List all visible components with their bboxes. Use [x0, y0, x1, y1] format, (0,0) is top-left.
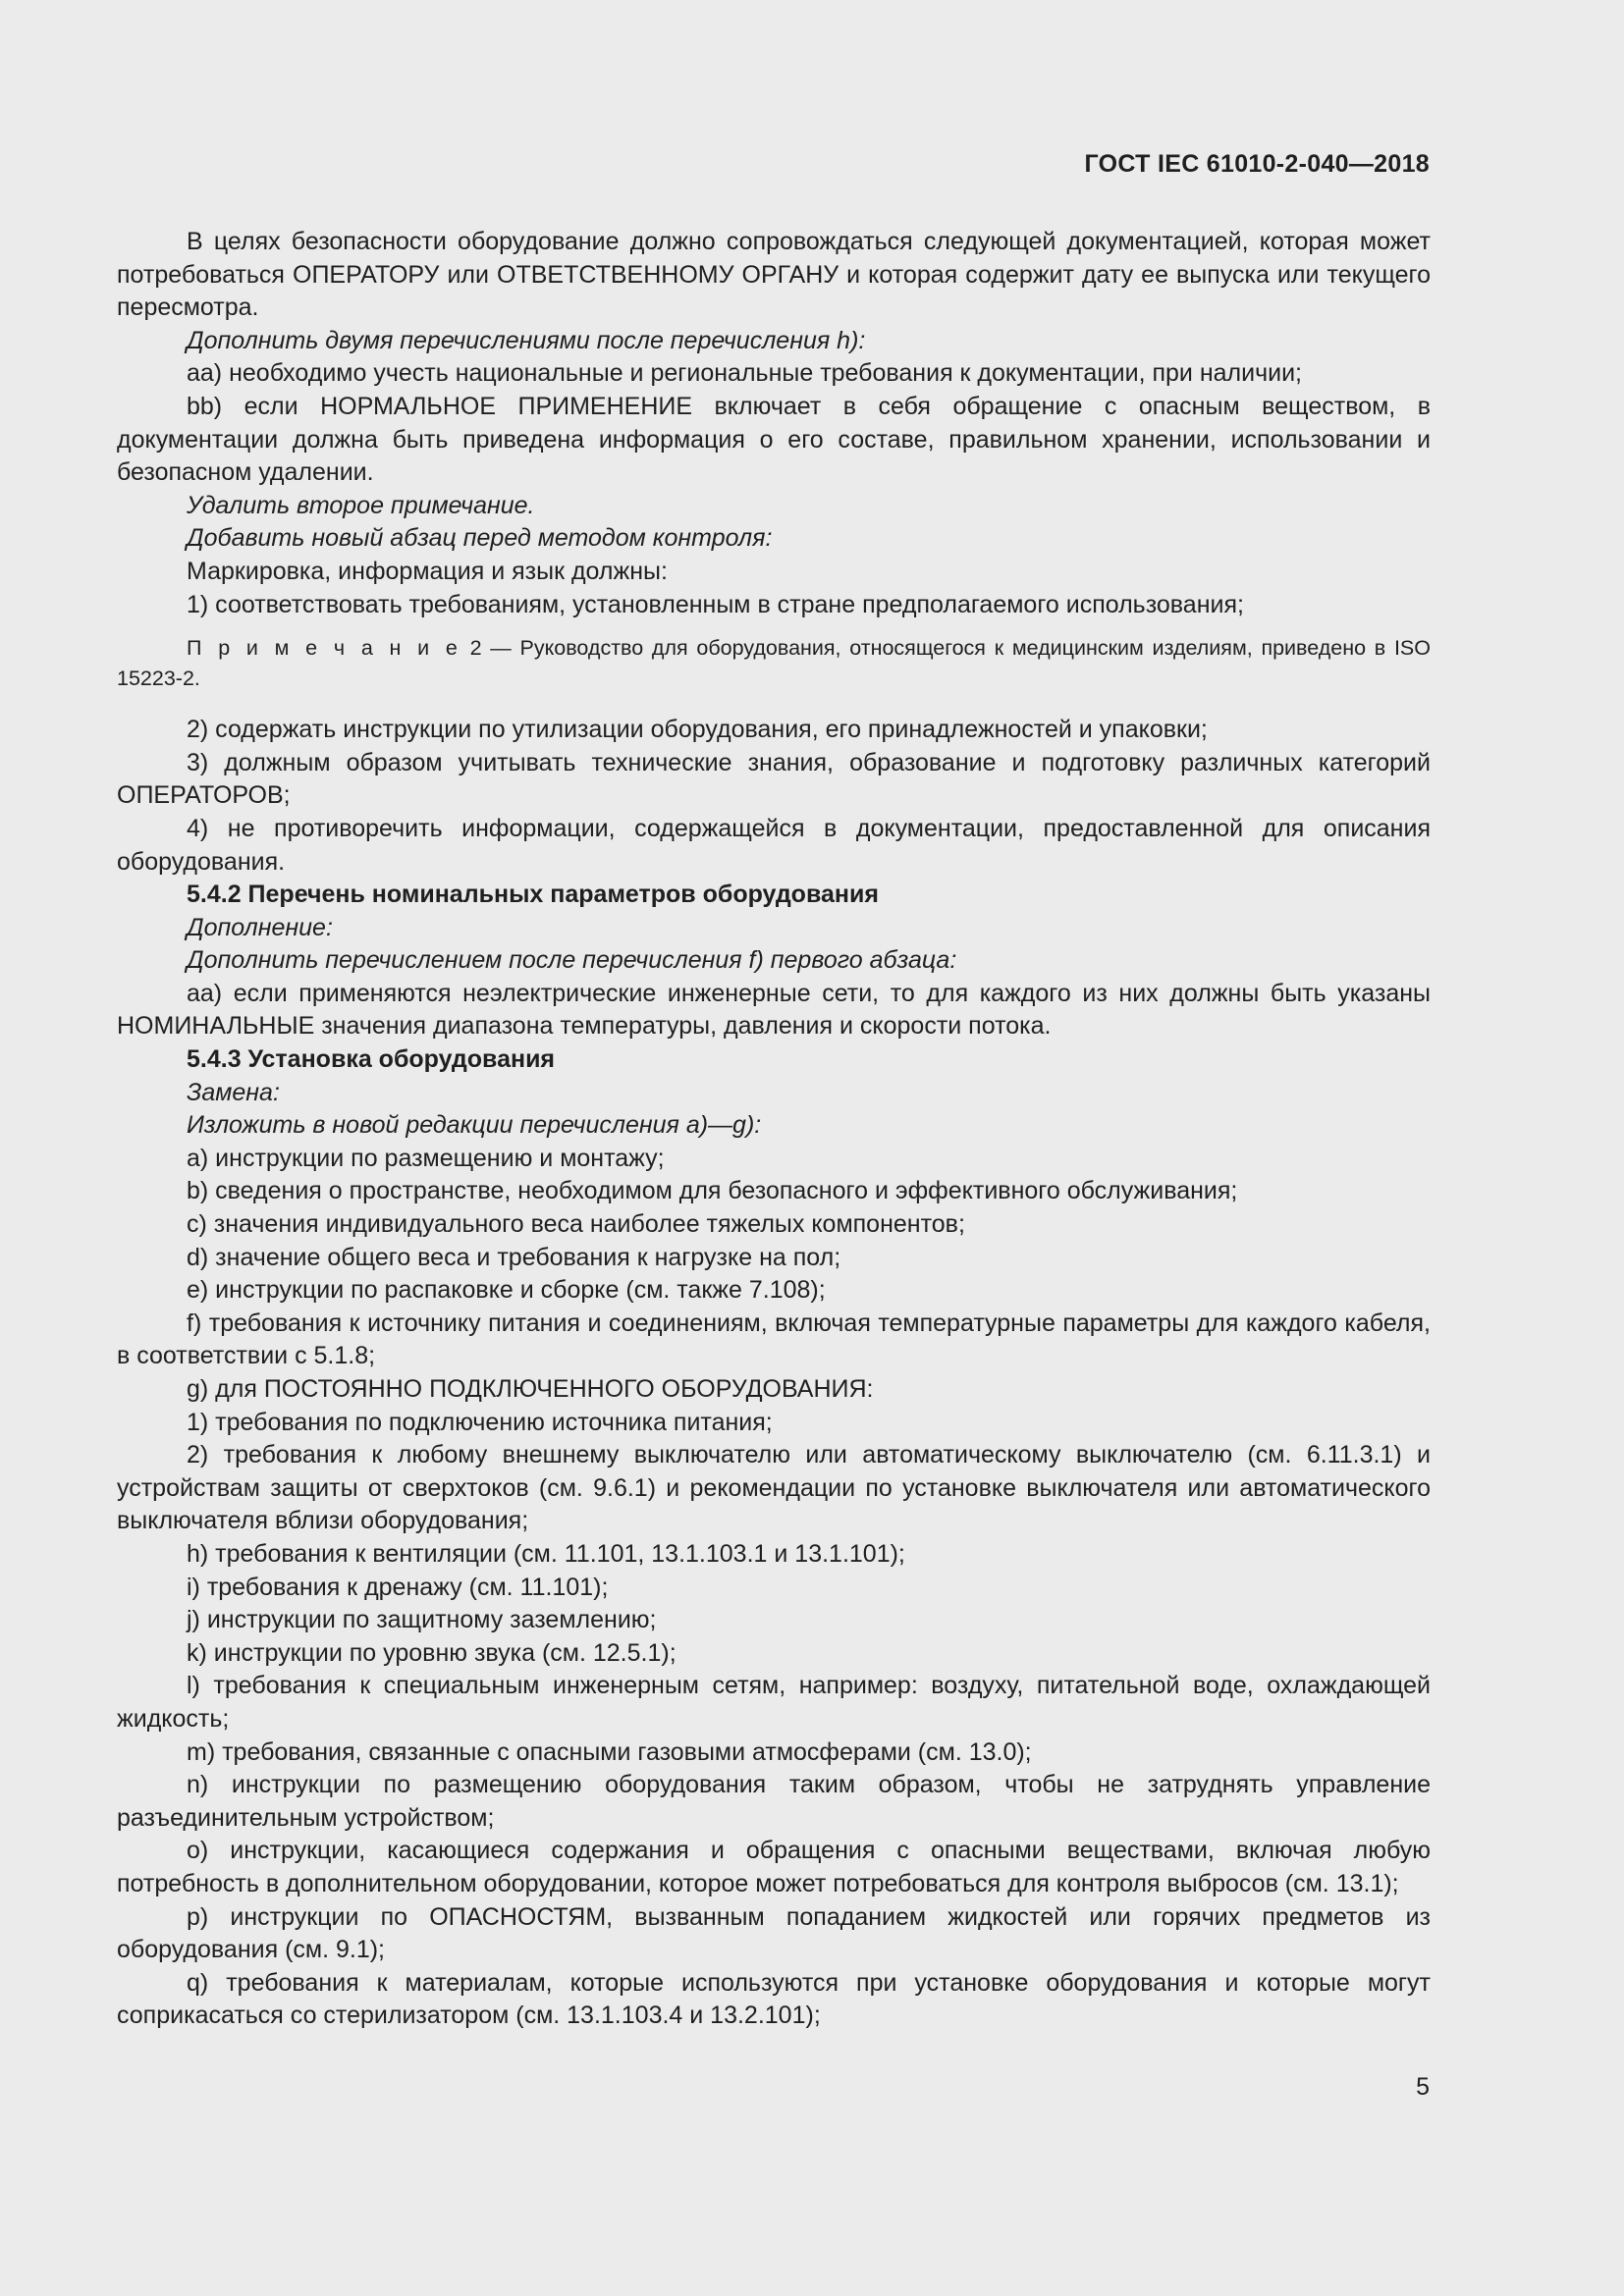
list-item: q) требования к материалам, которые используются при установке оборудования и которые могут соприкасаться со стерилизатором (см. 13.1.103.4 и 13.2.101); [117, 1968, 1431, 2030]
list-item: o) инструкции, касающиеся содержания и обращения с опасными веществами, включая любую потребность в дополнительном оборудовании, которое может потребоваться для контроля выбросов (см. 13.1); [117, 1837, 1431, 1897]
paragraph: Маркировка, информация и язык должны: [187, 557, 668, 585]
list-item: n) инструкции по размещению оборудования таким образом, чтобы не затруднять управление разъединительным устройством; [117, 1771, 1431, 1832]
list-item: d) значение общего веса и требования к нагрузке на пол; [187, 1243, 841, 1271]
instruction-paragraph: Дополнить двумя перечислениями после перечисления h): [187, 326, 866, 354]
section-heading: 5.4.2 Перечень номинальных параметров оборудования [187, 881, 879, 909]
instruction-paragraph: Дополнение: [187, 913, 333, 941]
list-item: p) инструкции по ОПАСНОСТЯМ, вызванным попаданием жидкостей или горячих предметов из оборудования (см. 9.1); [117, 1902, 1431, 1964]
list-item: h) требования к вентиляции (см. 11.101, 13.1.103.1 и 13.1.101); [187, 1539, 905, 1568]
list-item: g) для ПОСТОЯННО ПОДКЛЮЧЕННОГО ОБОРУДОВАНИЯ: [187, 1375, 874, 1403]
list-item: j) инструкции по защитному заземлению; [187, 1606, 657, 1634]
instruction-paragraph: Удалить второе примечание. [187, 491, 535, 519]
instruction-paragraph: Замена: [187, 1078, 280, 1106]
note-label: П р и м е ч а н и е [187, 636, 461, 661]
list-item: аа) если применяются неэлектрические инженерные сети, то для каждого из них должны быть указаны НОМИНАЛЬНЫЕ значения диапазона температуры, давления и скорости потока. [117, 979, 1431, 1041]
instruction-paragraph: Добавить новый абзац перед методом контроля: [187, 524, 773, 553]
list-item: m) требования, связанные с опасными газовыми атмосферами (см. 13.0); [187, 1737, 1032, 1766]
list-item: 2) содержать инструкции по утилизации оборудования, его принадлежностей и упаковки; [187, 716, 1208, 744]
list-item: bb) если НОРМАЛЬНОЕ ПРИМЕНЕНИЕ включает в себя обращение с опасным веществом, в документации должна быть приведена информация о его составе, правильном хранении, использовании и безопасном удалении. [117, 392, 1431, 487]
list-item: 3) должным образом учитывать технические знания, образование и подготовку различных категорий ОПЕРАТОРОВ; [117, 748, 1431, 810]
list-item: 1) соответствовать требованиям, установленным в стране предполагаемого использования; [187, 590, 1244, 618]
document-body [117, 226, 1431, 2033]
list-item: l) требования к специальным инженерным сетям, например: воздуху, питательной воде, охлаждающей жидкость; [117, 1672, 1431, 1733]
list-item: аа) необходимо учесть национальные и региональные требования к документации, при наличии; [187, 359, 1302, 388]
note [117, 633, 1431, 694]
note-text: 2 — Руководство для оборудования, относящегося к медицинским изделиям, приведено в ISO 15223-2. [117, 636, 1431, 691]
paragraph: В целях безопасности оборудование должно сопровождаться следующей документацией, которая может потребоваться ОПЕРАТОРУ или ОТВЕТСТВЕННОМУ ОРГАНУ и которая содержит дату ее выпуска или текущего пересмотра. [117, 228, 1431, 322]
instruction-paragraph: Изложить в новой редакции перечисления а)—g): [187, 1111, 762, 1140]
list-item: а) инструкции по размещению и монтажу; [187, 1144, 665, 1172]
list-item: e) инструкции по распаковке и сборке (см. также 7.108); [187, 1276, 826, 1305]
list-item: f) требования к источнику питания и соединениям, включая температурные параметры для каждого кабеля, в соответствии с 5.1.8; [117, 1308, 1431, 1370]
page-number: 5 [1416, 2073, 1430, 2101]
instruction-paragraph: Дополнить перечислением после перечисления f) первого абзаца: [187, 946, 957, 975]
list-item: 4) не противоречить информации, содержащейся в документации, предоставленной для описания оборудования. [117, 814, 1431, 876]
section-heading: 5.4.3 Установка оборудования [187, 1045, 556, 1074]
list-item: b) сведения о пространстве, необходимом для безопасного и эффективного обслуживания; [187, 1177, 1238, 1205]
list-item: 2) требования к любому внешнему выключателю или автоматическому выключателю (см. 6.11.3.1) и устройствам защиты от сверхтоков (см. 9.6.1) и рекомендации по установке выключателя или автоматического выключателя вблизи оборудования; [117, 1441, 1431, 1535]
list-item: c) значения индивидуального веса наиболее тяжелых компонентов; [187, 1210, 965, 1239]
list-item: 1) требования по подключению источника питания; [187, 1408, 773, 1436]
list-item: i) требования к дренажу (см. 11.101); [187, 1573, 609, 1601]
list-item: k) инструкции по уровню звука (см. 12.5.1); [187, 1638, 677, 1667]
document-code: ГОСТ IEC 61010-2-040—2018 [1084, 150, 1430, 178]
